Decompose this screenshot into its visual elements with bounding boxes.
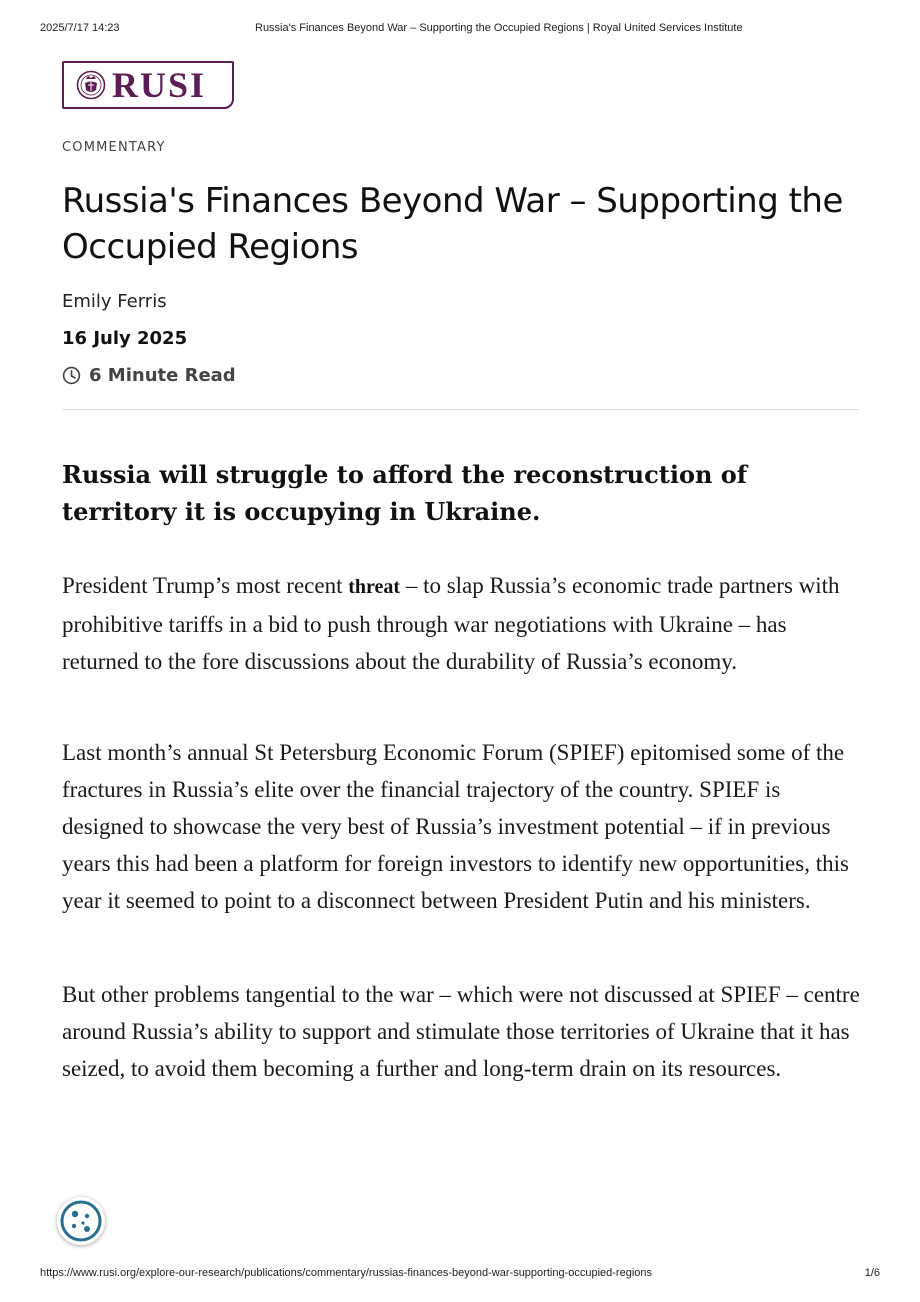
clock-icon [62, 366, 81, 385]
paragraph-1-end: – to slap Russia’s economic trade partners with prohibitive tariffs in a bid to push through war negotiations with Ukraine – has returned to the fore discussions about the durability of Russia’s economy. [62, 573, 840, 674]
cookie-icon [59, 1199, 103, 1243]
paragraph-2: Last month’s annual St Petersburg Economic Forum (SPIEF) epitomised some of the fractures in Russia’s elite over the financial trajectory of the country. SPIEF is designed to showcase the very best of Russia’s investment potential – if in previous years this had been a platform for foreign investors to identify new opportunities, this year it seemed to point to a disconnect between President Putin and his ministers. [62, 740, 849, 913]
print-page-number: 1/6 [864, 1267, 880, 1279]
crest-icon [76, 70, 106, 100]
author-name[interactable]: Emily Ferris [62, 291, 167, 312]
threat-link[interactable]: threat [348, 576, 401, 598]
paragraph-3: But other problems tangential to the war – which were not discussed at SPIEF – centre around Russia’s ability to support and stimulate those territories of Ukraine that it has seized, to avoid them becoming a further and long-term drain on its resources. [62, 982, 860, 1081]
print-page-title: Russia's Finances Beyond War – Supporting the Occupied Regions | Royal United Services Institute [255, 22, 743, 34]
publish-date: 16 July 2025 [62, 328, 188, 349]
paragraph-1-start: President Trump’s most recent [62, 573, 349, 598]
header-divider [62, 409, 859, 410]
print-timestamp: 2025/7/17 14:23 [40, 22, 120, 34]
article-lead: Russia will struggle to afford the reconstruction of territory it is occupying in Ukraine. [62, 460, 748, 526]
print-footer [40, 1267, 880, 1283]
article-category: COMMENTARY [62, 140, 166, 155]
cookie-settings-button[interactable] [57, 1197, 105, 1245]
read-time-label: 6 Minute Read [89, 365, 236, 386]
article-title: Russia's Finances Beyond War – Supporting the Occupied Regions [62, 181, 843, 267]
print-header [40, 22, 880, 38]
rusi-logo[interactable] [62, 61, 234, 109]
paragraph-1 [62, 567, 862, 680]
print-url: https://www.rusi.org/explore-our-research/publications/commentary/russias-finances-beyond-war-supporting-occupied-regions [40, 1267, 652, 1279]
logo-wordmark: RUSI [112, 65, 207, 105]
read-time [62, 365, 236, 386]
